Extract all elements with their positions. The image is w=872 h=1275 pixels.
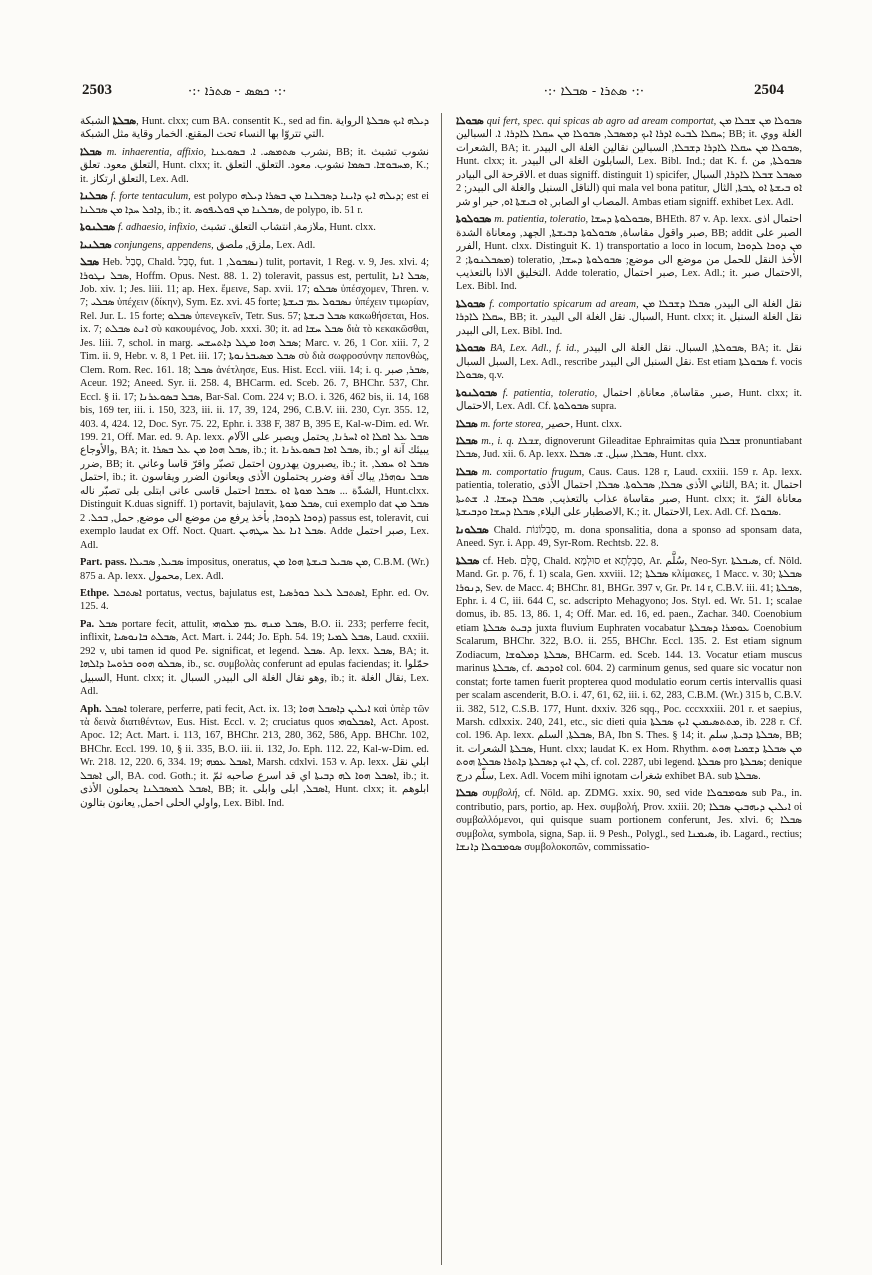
entry-headword: Pa.: [80, 618, 95, 630]
entry-headword: ܣܒܘܠܘܬܐ: [456, 214, 492, 226]
entry-headword: ܣܒܘܠܬܐ: [456, 343, 486, 355]
entry-headword: ܣܒܠܐ: [80, 146, 102, 158]
dictionary-entry: [80, 256, 429, 552]
entry-text: Heb. סָבַל, Chald. סְבַל, fut. ܢܣܒܘܠ, 1) tulit, portavit, 1 Reg. v. 9, Jes. xlvi. 4; ܣܒܠ ܢܛܘܪܐ, Hoffm. Opus. Nest. 88. 1. 2) toleravit, passus est, pertulit, ܣܒܠ ܐܢܐ, Job. xiv. 1; Jes. liii. 11; ap. Hex. ἔμεινε, Sap. xvii. 17; ܣܒܠܘ ὑπέσχομεν, Thren. v. 7; ܣܒܠܝ ὑπέχειν (δίκην), Sym. Ez. xvi. 45 forte; ܢܣܒܘܠ ܥܡ ܒܝܫܬܐ ὑπέχειν τιμωρίαν, Rel. Jur. L. 15 forte; ܣܒܠܘ ὑπενεγκεῖν, Tetr. Sus. 57; ܣܒܠ ܒܝܫܬܐ κακωθήσεται, Hos. ix. 7; ܐܢܬ ܣܒܠܬ σὺ κακουμένος, Job. xxxi. 30; it. ad ܣܒܠ ܚܫܐ διὰ τὸ κεκακῶσθαι, Jes. liii. 7, schol. in marg. ܣܒܠ ܗܘܐ ܡܛܠ ܕܐܬܚܫܚ; Marc. v. 26, 1 Cor. xiii. 7, 2 Tim. ii. 9, Hebr. v. 8, 1 Pet. iii. 17; ܣܒܠ ܡܣܝܒܪܢܘܬܐ σὺ διὰ σωφροσύνην πεπονθὼς, Clem. Rom. Rec. 161. 18; ܣܒܠ ἀνέτλησε, Eus. Hist. Eccl. viii. 14; i. q. ܣܒܪ, صبر, Aceur. 192; Aneed. Syr. ii. 258. 4, BHCarm. ed. Sceb. 26. 7, BHChr. 537, Chr. Eccl. § ii. 17; ܣܒܠ ܒܣܘܥܪܢܐ, Bar-Sal. Com. 224 v; B.O. i. 326, 462 bis, ii. 14, 168 bis, 169 ter, iii. i. 150, 323, iii. ii. 17, 39, 124, 296, C.B.V. iii. 230, Cyr. 355. 12, 403. 4, 424. 12, Doc. Syr. 75. 22, Ephr. i. 338 F, 387 B, 395 E, Kal-w-Dim. ed. Wr. 199. 21, Off. Mar. ed. 9. Ap. lexx. ܣܒܠ ܥܠ ܐܩܠܐ ܐܘ ܐܚܪܢܐ, يحتمل ويصبر على الآلام والأوجاع, BA; it. ܣܒܠ ܗܘܐ ܡܢ ܥܠ ܒܣܪܐ, ib.; it. ܣܒܠ ܐܡܐ ܒܣܘܥܪܢܐ, ib.; يبيئك آنة او ضرر, BB; it. يصبرون يهدرون احتمل تصبّر واقرّ قاسا وعاني, ib.; it. ܣܒܠ ܐܘ ܚܡܠ, احتمل, ib.; it. ܣܒܠ ܢܘܗܪܐ, يباك آفة وضرر يحتملون الأذى ويعانون الضرر ويقاسون الشدّة ... ܣܒܠ ܡܘܬܐ ܐܘ ܥܫܩܐ احتمل قاسى عانى ابتلى بلى تصبّر ناله, Hunt.clxx. Distinguit K.duas signiff. 1) portavit, bajulavit, ܣܒܠ ܡܘܬܐ, cui exemplo dat ܣܒܠ ܡܢ ܕܘܟܐ ܠܕܘܟܐ, بأخذ يرفع من موضع الى موضع, حمل, ܒܟܠ. 2) passus est, toleravit, cui exemplo laudat ex Off. Noct. Quart. ܣܒܠ ܐܢܐ ܥܠ ܚܛܗܝܢ. Adde صبر احتمل, Lex. Adl.: [80, 257, 429, 551]
entry-headword: ܣܒܠܢܝܐ: [80, 239, 112, 251]
left-page-number: 2503: [82, 82, 112, 98]
entry-gloss: f. patientia, toleratio,: [502, 387, 598, 399]
entry-text: نشرب ܣܬܡܣܝ. ܐ. ܒܣܘܥܢܐ, BB; it. نشوب تشبث التعلق معود. تعلق, Hunt. clxx; it. ܡܚܒܘܫܐ. ܒܣܡܐ نشوب. معود. التعلق. التعلق, K.; it. التعلق ارتكاز, Lex. Adl.: [80, 146, 429, 185]
dictionary-entry: [80, 190, 429, 217]
entry-headword: ܣܒܠܐ: [456, 788, 478, 800]
entry-text: ܣܒܘܠܬܐ, السبال. نقل الغلة الى البيدر, BA; it. نقل السبل السبال, Lex. Adl., rescribe نقل السنبل الى البيدر. Est etiam ܣܒܘܠܬܐ f. vocis ܣܒܘܠܐ, q.v.: [456, 343, 802, 382]
left-column: [80, 115, 429, 1265]
entry-gloss: qui fert, spec. qui spicas ab agro ad aream comportat,: [486, 116, 717, 127]
dictionary-entry: [80, 146, 429, 186]
entry-gloss: f. forte tentaculum,: [110, 191, 191, 203]
entry-text: est polypo ܕܝܠܗ ܐܝܟ ܕܐܝܢܐ ܕܣܒܠܢܐ ܡܢ ܒܣܪܐ ܕܝܠܗ; est ei ܕܐܟܠ ܚܕܐ ܡܢ ܣܒܠܢܐ, ib.; it. ܣܒܠܢܐ ܡܢ ܦܘܠܝܦܘܣ, de polypo, ib. 51 r.: [80, 191, 429, 216]
right-running-head: ·:· ܣܬܪܐ - ܣܒܠܐ ·:·: [543, 84, 644, 99]
dictionary-entry: [456, 418, 802, 431]
entry-headword: ܣܒܠܢܘܬܐ: [80, 222, 116, 234]
dictionary-entry: [456, 298, 802, 338]
entry-headword: ܣܒܘܠܬܐ: [456, 298, 486, 310]
left-running-head: ·:· ܟܣܣ - ܣܬܪܐ ·:·: [188, 84, 287, 99]
entry-headword: ܣܒܘܠܢܘܬܐ: [456, 387, 498, 399]
entry-headword: Aph.: [80, 703, 102, 715]
dictionary-entry: [456, 387, 802, 414]
dictionary-entry: [456, 787, 802, 854]
entry-text: نقل الغلة الى البيدر, ܣܒܠܐ ܕܫܒܠܐ ܡܢ ܚܩܠܐ ܠܐܕܪܐ, BB; it. السبال. نقل الغلة الى البيدر, Hunt. clxx; it. نقل الغلة السنبل الى البيدر, Lex. Bibl. Ind.: [456, 298, 802, 337]
column-divider: [441, 113, 442, 1265]
entry-text: ܣܒܘܠܐ ܡܢ ܫܒܠܐ ܡܢ ܚܩܠܐ ܠܒܝܬ ܐܕܪܐ ܐܝܟ ܕܡܣܒܠ, ܣܒܘܠܐ ܡܢ ܚܩܠܐ ܠܐܕܪܐ. ܐ. السبالين; BB; it. الغلة ووي الشعرات, BA; it. ܣܒܘܠܐ ܡܢ ܚܩܠܐ ܠܐܕܪܐ ܕܫܒܠܐ, السبالين نقالين الغلة الى البيدر, Hunt. clxx; it. السابلون الغلة الى البيدر, Lex. Bibl. Ind.; dat K. f. ܣܒܘܠܬܐ, من الاقرحة الى البيادر. et duas signiff. distinguit 1) spicifer, ܡܣܒܠ ܫܒܠܐ ܠܐܕܪܐ, السبال الناقل السنبل والغلة الى البيدر; 2) qui mala vel bona patitur, ܐܘ ܒܝܫܬܐ ܐܘ ܛܒܬܐ, الثال المصاب او الصابر, ܐܘ ܒܝܫܬܐ ܐܘ, حير او شر. Ambas etiam signiff. exhibet Lex. Adl.: [456, 116, 802, 208]
dictionary-entry: [80, 703, 429, 811]
entry-text: ܣܒܠ portare fecit, attulit, ܣܒܠ ܡܢܗ ܥܡ ܡܠܘܗܝ, B.O. ii. 233; perferre fecit, inflixit, ܣܒܠܬ ܒܐܢܘܣܝܐ, Act. Mart. i. 244; Jo. Eph. 54. 19; ܣܒܠ ܠܡܝܐ, Laud. cxxiii. 292 v, ubi tamen id quod Pe. significat, et legend. ܣܒܠ. Ap. lexx. ܣܒܠ, BA; it. ܣܒܠܘ ܗܘܘ ܒܪܘܚܐ ܕܐܠܗܐ, ib., sc. συμβολὰς conferunt ad epulas faciendas; it. حمّلوا السبيل, Hunt. clxx; it. وهو نقال الغلة الى البيدر, السبال, ib.; it. نقال الغلة, Lex. Adl.: [80, 618, 429, 698]
dictionary-entry: [80, 618, 429, 699]
entry-gloss: conjungens, appendens,: [114, 239, 214, 251]
dictionary-entry: [80, 239, 429, 252]
entry-text: cf. Heb. סֻלָּם, Chald. סוּלְמָא et סִבְלְתָא, Ar. سُلَّم, Neo-Syr. ܣܝܒܠܬܐ, cf. Nöld. Mand. Gr. p. 76, f. 1) scala, Gen. xxviii. 12; ܣܒܠܬܐ κλίμακες, 1 Macc. v. 30; ܣܒܠܬܐ ܕܢܘܪܐ, Sev. de Macc. 4; BHChr. 81, BHGr. 397 v, Gr. Pr. 14 r, C.B.V. iii. 41; ܣܒܠܬܐ, Ephr. i. 4 C, iii. 644 C, sc. adscripto Mehagyono; Jos. Styl. ed. Wr. 51. 1; scalae domus, ib. 85. 13, 86. 1, 4; Off. Mar. ed. 16, ed. paen., Zachar. 340. Coenobium etiam ܕܒܝܬ ܣܒܠܬܐ juxta fluvium Euphraten vocabatur ܥܘܡܪܐ ܕܣܒܠܬܐ Coenobium Scalarum, BHChr. 322, B.O. ii. 255, BHChr. Eccl. 135. 2. Est etiam signum Zodiacum, ܣܒܠܬܐ ܕܡܠܘܫܐ, BHCarm. ed. Sceb. 144. 13. Vocatur etiam muscus marinus ܣܒܠܬܐ, cf. ܐܘܕܟܣ col. 604. 2) carminum genus, sed quare sic vocatur non constat; forte tamen fuerit propterea quod modulatio eorum certis intervallis quasi per scalam ascenderit, B.O. i. 47, 61, 62, iii. i. 62, 283, C.B.M. (Wr.) 315 b, C.B.V. ii. 382, 512, C.S.B. 177, Hunt. dxxiv. 326 sqq., Poc. cccxxxiii. 201 r. et saepius, Marsh. cdlxxix. 240, 241, etc., sic dieti quia ܡܬܬܣܝܡܝܢ ܐܝܟ ܣܒܠܬܐ, ib. 228 r. Cf. col. 196. Ap. lexx. ܣܒܠܬܐ, السلم, BA, Ibn S. Thes. § 14; it. ܣܒܠܬܐ ܕܒܝܬܐ, سلم, BB; it. ܣܒܠܬܐ الشعرات, Hunt. clxx; laudat K. ex Hom. Rhythm. ܡܢ ܣܒܠܬܐ ܕܫܡܝܐ ܗܘܬ ܠܢ ܐܝܟ ܕܣܒܠܬܐ ܕܐܬܪܐ ܣܒܠܬܐ ܗܘܬ, cf. col. 2287, ubi legend. ܣܒܠܬܐ pro ܣܒܠܬܐ; denique سلّم درج, Lex. Adl. Vocem mihi ignotam شغرات exhibet BA. sub ܣܒܠܬܐ.: [456, 555, 802, 782]
entry-headword: Ethpe.: [80, 587, 110, 599]
dictionary-entry: [456, 213, 802, 294]
entry-text: صبر, مقاساة, معاناة, احتمال, Hunt. clxx; it. الاحتمال, Lex. Adl. Cf. ܣܒܘܠܘܬܐ supra.: [456, 387, 802, 413]
entry-gloss: BA, Lex. Adl., f. id.,: [489, 343, 580, 355]
entry-headword: ܣܒܠ: [80, 257, 100, 269]
entry-gloss: f. adhaesio, infixio,: [117, 222, 198, 234]
entry-headword: ܣܒܠܐ: [456, 466, 478, 478]
entry-headword: Part. pass.: [80, 557, 127, 569]
page-header: [0, 78, 872, 108]
entry-gloss: m. comportatio frugum,: [482, 466, 585, 478]
right-column: [456, 115, 802, 1265]
entry-gloss: f. comportatio spicarum ad aream,: [489, 298, 639, 310]
entry-text: dignoverunt Gileaditae Ephraimitas quia ܫܒܠܐ pronuntiabant ܣܒܠܐ, Jud. xii. 6. Ap. lexx. ܣܒܠܐ, سبل. ܫ. ܣܒܠܐ, Hunt. clxx.: [456, 435, 802, 461]
entry-headword: ܣܒܘܠܐ: [456, 116, 484, 127]
entry-headword: ܣܒܠܢܐ: [80, 191, 108, 203]
entry-headword: ܣܒܠܬܐ: [112, 116, 137, 127]
dictionary-entry: [80, 115, 429, 142]
dictionary-entry: [456, 342, 802, 382]
entry-headword: ܣܒܠܐ: [456, 418, 478, 430]
entry-text: cf. Nöld. ap. ZDMG. xxix. 90, sed vide ܣܘܡܒܘܠܐ sub Pa., in. contributio, pars, portio, ap. Hex. συμβολή, Prov. xxiii. 20; ܐܝܠܝܢ ܕܝܗܒܝܢ ܣܒܠܐ οἱ συμβαλλόμενοι, qui quisque suam portionem conferunt, Jes. xlvi. 6; ܣܒܠܐ συμβολα, symbola, signa, Sap. ii. 9 Pesh., Polygl., sed ܣܝܡܢܐ, ib. Lagard., rectius; ܣܘܡܒܘܠܐ ܕܐܢܫܐ συμβολοκοπῶν, commissatio-: [456, 788, 802, 854]
entry-text: ܣܒܘܠܘܬܐ ܕܚܫܐ, BHEth. 87 v. Ap. lexx. احتمال اذى صبر واقول مقاساة, ܣܒܘܠܘܬܐ ܕܒܝܫܬܐ, الجهد, ومعاناة الشدة, BB; addit الصبر على الفرر, Hunt. clxx. Distinguit K. 1) transportatio a loco in locum, ܡܢ ܕܘܟܐ ܠܕܘܟܐ ܡܣܒܠܢܘܬܐ; 2) toleratio, الأخذ النقل للحمل من موضع الى موضع; ܣܒܘܠܘܬܐ ܕܚܫܐ, التخليق الاذا بالتعذيب. Adde toleratio, صبر احتمال, Lex. Adl.; it. الاحتمال صبر, Lex. Bibl. Ind.: [456, 214, 802, 293]
entry-text: الشبكة, Hunt. clxx; cum BA. consentit K., sed ad fin. ܕܝܠܗ ܐܝܟ ܣܒܠܬܐ الرواية التي تتروّا بها النساء تحت المقنع. الخمار وقاية مثل الشبكة.: [80, 116, 429, 141]
dictionary-entry: [456, 555, 802, 784]
entry-text: ملازمة, انتشاب التعلق. تشبث, Hunt. clxx.: [200, 222, 376, 234]
entry-text: Caus. Caus. 128 r, Laud. cxxiii. 159 r. Ap. lexx. patientia, toleratio, الثاني الأذى ܣܒܠܐ, ܣܒܠܘܬܐ. ܣܒܠܐ, احتمال الأذى, BA; it. احتمال صبر مقاساة عذاب بالتعذيب, ܣܒܠܐ ܕܚܫܐ. ܐ. ܫܬܝܬܐ, Hunt. clxx; it. معاناة الفرّ الاصطبار على البلاء, ܣܒܠܐ ܕܚܫܐ ܘܕܒܝܫܬܐ, K.; it. الاحتمال, Lex. Adl. Cf. ܣܒܘܠܐ.: [456, 466, 802, 519]
dictionary-entry: [456, 115, 802, 209]
entry-text: ܐܣܬܒܠ portatus, vectus, bajulatus est, ܐܣܬܒܠ ܠܥܠ ܟܘܪܣܝܐ, Ephr. ed. Ov. 125. 4.: [80, 587, 429, 613]
dictionary-entry: [80, 221, 429, 234]
dictionary-entry: [456, 435, 802, 462]
entry-gloss: m., i. q. ܫܒܠܐ,: [481, 435, 542, 447]
entry-gloss: συμβολή,: [482, 788, 521, 800]
entry-text: ܣܒܝܠ, ܣܒܝܠܐ impositus, oneratus, ܡܢ ܣܒܝܠ ܒܝܫܬܐ ܗܘܐ ܡܢ, C.B.M. (Wr.) 875 a. Ap. lexx. محمول, Lex. Adl.: [80, 557, 429, 582]
entry-gloss: m. inhaerentia, affixio,: [106, 146, 207, 158]
right-page-number: 2504: [754, 82, 784, 98]
entry-text: ܐܣܒܠ tolerare, perferre, pati fecit, Act. ix. 13; ܐܝܠܝܢ ܕܐܣܒܠ ܗܘܐ καὶ ὑπὲρ τῶν τὰ δεινὰ διατιθέντων, Eus. Hist. Eccl. v. 2; cruciatus quos ܐܣܒܠܘܗܝ, Act. Apost. Apoc. 12; Act. Mart. i. 113, 167, BHChr. 213, 280, 362, 586, App. BHChr. 102, BHChr. Eccl. 199. 10, § ii. 335, B.O. iii. ii. 132, Jo. Eph. 112. 22, Kal-w-Dim. ed. Wr. 218. 12, 220. 6, 334. 19; ܐܣܒܠ ܥܡܗ, Marsh. cdxlvi. 153 v. Ap. lexx. ابلي نقل الى ܐܣܒܠ, BA. cod. Goth.; it. ܐܣܒܠ ܗܘܐ ܠܗ ܕܒܝܬܐ اي قد اسرع صاحبه ثمّ, ib.; it. ܐܣܒܠ ܠܡܣܒܠܢܐ يحملون الأذى, BB; it. ܐܣܒܠ, ابلى وابلى, Hunt. clxx; it. ابلوهم واولي الحلى احمل, يعانون بتالون, Lex. Bibl. Ind.: [80, 703, 429, 809]
dictionary-entry: [80, 556, 429, 583]
dictionary-entry: [456, 466, 802, 520]
dictionary-entry: [456, 524, 802, 551]
entry-text: Chald. סִבְלוֹנוֹת, m. dona sponsalitia, dona a sponso ad sponsam data, Aneed. Syr. i. App. 49, Syr-Rom. Rechtsb. 22. 8.: [456, 524, 802, 550]
entry-headword: ܣܒܠܘܢܐ: [456, 524, 489, 536]
entry-headword: ܣܒܠܐ: [456, 435, 478, 447]
dictionary-entry: [80, 587, 429, 614]
entry-gloss: m. forte storea,: [480, 418, 544, 430]
entry-gloss: m. patientia, toleratio,: [494, 214, 589, 226]
entry-headword: ܣܒܠܬܐ: [456, 555, 480, 567]
entry-text: ملزق, ملصق, Lex. Adl.: [216, 239, 316, 251]
entry-text: حصير, Hunt. clxx.: [546, 418, 623, 430]
